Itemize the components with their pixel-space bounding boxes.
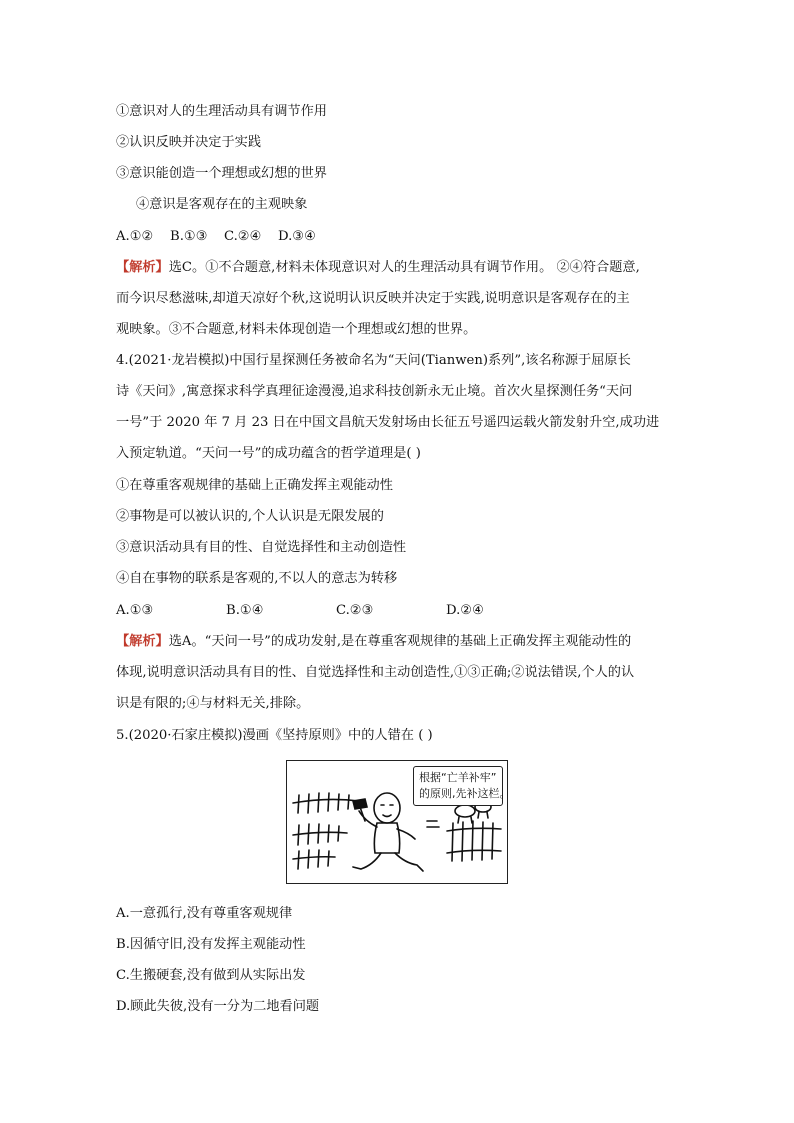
q3-option-2: ②认识反映并决定于实践	[116, 135, 262, 150]
q4-analysis-line-2: 体现,说明意识活动具有目的性、自觉选择性和主动创造性,①③正确;②说法错误,个人的认	[116, 665, 635, 680]
q4-stem-line-3: 一号”于 2020 年 7 月 23 日在中国文昌航天发射场由长征五号遥四运载火箭发射升空,成功进	[116, 415, 660, 430]
q4-choice-a: A.①③	[116, 603, 154, 618]
bubble-line-1: 根据“亡羊补牢”	[419, 771, 497, 784]
q4-stem-line-1: 4.(2021·龙岩模拟)中国行星探测任务被命名为“天问(Tianwen)系列”,该名称源于屈原长	[116, 353, 631, 368]
q5-choice-d: D.顾此失彼,没有一分为二地看问题	[116, 999, 320, 1014]
q3-option-4: ④意识是客观存在的主观映象	[136, 197, 308, 212]
q3-choice-b: B.①③	[170, 229, 208, 244]
q3-analysis-line-3: 观映象。③不合题意,材料未体现创造一个理想或幻想的世界。	[116, 322, 477, 337]
q3-choices	[116, 227, 686, 247]
q4-option-2: ②事物是可以被认识的,个人认识是无限发展的	[116, 509, 384, 524]
q4-option-4: ④自在事物的联系是客观的,不以人的意志为转移	[116, 571, 398, 586]
q5-choice-b: B.因循守旧,没有发挥主观能动性	[116, 937, 306, 952]
q4-choice-c: C.②③	[336, 603, 374, 618]
q3-option-3: ③意识能创造一个理想或幻想的世界	[116, 166, 327, 181]
q3-analysis-line-2: 而今识尽愁滋味,却道天凉好个秋,这说明认识反映并决定于实践,说明意识是客观存在的主	[116, 291, 630, 306]
q4-stem-line-2: 诗《天问》,寓意探求科学真理征途漫漫,追求科技创新永无止境。首次火星探测任务“天问	[116, 384, 633, 399]
q4-stem-line-4: 入预定轨道。“天问一号”的成功蕴含的哲学道理是( )	[116, 446, 421, 461]
q3-choice-a: A.①②	[116, 229, 154, 244]
q4-analysis-label: 【解析】	[116, 634, 169, 649]
bubble-line-2: 的原则,先补这栏。	[419, 787, 511, 800]
q3-analysis-text-1: 选C。①不合题意,材料未体现意识对人的生理活动具有调节作用。 ②④符合题意,	[168, 260, 640, 275]
q3-analysis-label: 【解析】	[116, 260, 169, 275]
q4-analysis-line-1	[116, 632, 686, 652]
q5-choice-c: C.生搬硬套,没有做到从实际出发	[116, 968, 306, 983]
q4-choices	[116, 601, 686, 621]
q3-option-1: ①意识对人的生理活动具有调节作用	[116, 104, 327, 119]
q5-choice-a: A.一意孤行,没有尊重客观规律	[116, 906, 293, 921]
cartoon-speech-bubble	[413, 766, 511, 806]
q4-analysis-line-3: 识是有限的;④与材料无关,排除。	[116, 696, 310, 711]
q4-choice-b: B.①④	[226, 603, 264, 618]
q4-choice-d: D.②④	[446, 603, 484, 618]
q4-option-3: ③意识活动具有目的性、自觉选择性和主动创造性	[116, 540, 407, 555]
q5-stem: 5.(2020·石家庄模拟)漫画《坚持原则》中的人错在 ( )	[116, 728, 433, 743]
q3-choice-c: C.②④	[224, 229, 262, 244]
q4-analysis-text-1: 选A。“天问一号”的成功发射,是在尊重客观规律的基础上正确发挥主观能动性的	[168, 634, 632, 649]
q3-analysis-line-1	[116, 258, 686, 278]
q3-choice-d: D.③④	[278, 229, 316, 244]
q4-option-1: ①在尊重客观规律的基础上正确发挥主观能动性	[116, 478, 393, 493]
cartoon-illustration	[286, 760, 511, 884]
